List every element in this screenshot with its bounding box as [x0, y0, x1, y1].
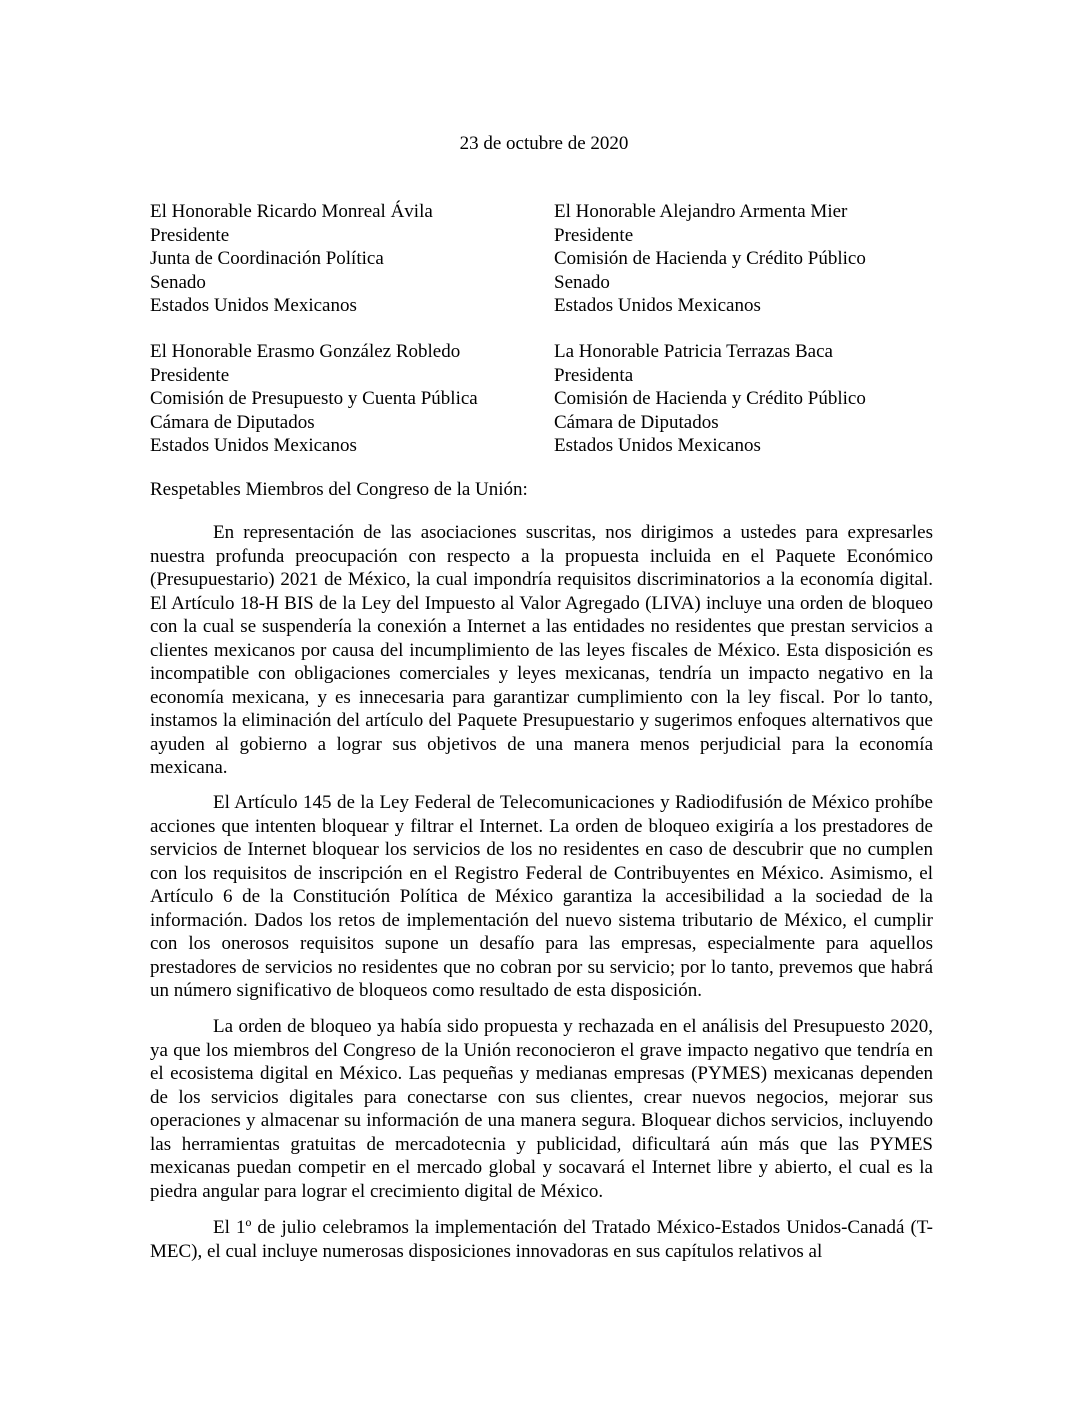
recipient-body: Comisión de Presupuesto y Cuenta Pública — [150, 388, 478, 409]
recipient-title: Presidente — [150, 364, 230, 386]
recipient-chamber: Cámara de Diputados — [554, 411, 719, 433]
recipient-country: Estados Unidos Mexicanos — [554, 435, 761, 456]
recipient-country: Estados Unidos Mexicanos — [554, 295, 761, 316]
recipient-title: Presidenta — [554, 364, 634, 386]
recipient-title: Presidente — [150, 224, 230, 246]
salutation: Respetables Miembros del Congreso de la Unión: — [150, 479, 528, 500]
recipient-body: Comisión de Hacienda y Crédito Público — [554, 248, 866, 269]
recipient-country: Estados Unidos Mexicanos — [150, 295, 357, 316]
body-paragraph-3: La orden de bloqueo ya había sido propuesta y rechazada en el análisis del Presupuesto 2020, ya que los miembros del Congreso de la Unión reconocieron el grave impacto negativo que tendría en el ecosistema digital en México. Las pequeñas y medianas empresas (PYMES) mexicanas dependen de los servicios digitales para conectarse con sus clientes, crear nuevos negocios, mejorar sus operaciones y almacenar su información de una manera segura. Bloquear dichos servicios, incluyendo las herramientas gratuitas de mercadotecnia y publicidad, dificultará aún más que las PYMES mexicanas puedan competir en el mercado global y socavará el Internet libre y abierto, el cual es la piedra angular para lograr el crecimiento digital de México. — [150, 1016, 933, 1202]
recipient-body: Comisión de Hacienda y Crédito Público — [554, 388, 866, 409]
body-paragraph-2: El Artículo 145 de la Ley Federal de Telecomunicaciones y Radiodifusión de México prohíbe acciones que intenten bloquear y filtrar el Internet. La orden de bloqueo exigiría a los prestadores de servicios de Internet bloquear los servicios de los no residentes en caso de descubrir que no cumplen con los requisitos de inscripción en el Registro Federal de Contribuyentes en México. Asimismo, el Artículo 6 de la Constitución Política de México garantiza la accesibilidad a la sociedad de la información. Dados los retos de implementación del nuevo sistema tributario de México, el cumplir con los onerosos requisitos supone un desafío para las empresas, especialmente para aquellos prestadores de servicios no residentes que no cobran por su servicio; por lo tanto, prevemos que habrá un número significativo de bloqueos como resultado de esta disposición. — [150, 792, 933, 1001]
recipient-block-4 — [554, 340, 866, 458]
recipient-body: Junta de Coordinación Política — [150, 248, 384, 269]
recipient-block-2 — [554, 200, 866, 318]
letter-date: 23 de octubre de 2020 — [459, 133, 629, 154]
recipient-block-3 — [150, 340, 478, 458]
recipient-chamber: Senado — [150, 271, 206, 293]
recipient-chamber: Senado — [554, 271, 610, 293]
recipient-block-1 — [150, 200, 433, 318]
body-paragraph-4: El 1º de julio celebramos la implementación del Tratado México-Estados Unidos-Canadá (T-MEC), el cual incluye numerosas disposiciones innovadoras en sus capítulos relativos al — [150, 1217, 933, 1262]
recipient-name: El Honorable Alejandro Armenta Mier — [554, 201, 848, 222]
recipient-name: El Honorable Erasmo González Robledo — [150, 341, 461, 362]
recipient-title: Presidente — [554, 224, 634, 246]
recipient-country: Estados Unidos Mexicanos — [150, 435, 357, 456]
recipient-name: La Honorable Patricia Terrazas Baca — [554, 341, 833, 362]
recipient-name: El Honorable Ricardo Monreal Ávila — [150, 201, 433, 222]
body-paragraph-1: En representación de las asociaciones suscritas, nos dirigimos a ustedes para expresarles nuestra profunda preocupación con respecto a la propuesta incluida en el Paquete Económico (Presupuestario) 2021 de México, la cual impondría requisitos discriminatorios a la economía digital. El Artículo 18-H BIS de la Ley del Impuesto al Valor Agregado (LIVA) incluye una orden de bloqueo con la cual se suspendería la conexión a Internet a las entidades no residentes que prestan servicios a clientes mexicanos por causa del incumplimiento de las leyes fiscales de México. Esta disposición es incompatible con obligaciones comerciales y leyes mexicanas, tendría un impacto negativo en la economía mexicana, y es innecesaria para garantizar cumplimiento con la ley fiscal. Por lo tanto, instamos la eliminación del artículo del Paquete Presupuestario y sugerimos enfoques alternativos que ayuden al gobierno a lograr sus objetivos de una manera menos perjudicial para la economía mexicana. — [150, 522, 933, 778]
recipient-chamber: Cámara de Diputados — [150, 411, 315, 433]
